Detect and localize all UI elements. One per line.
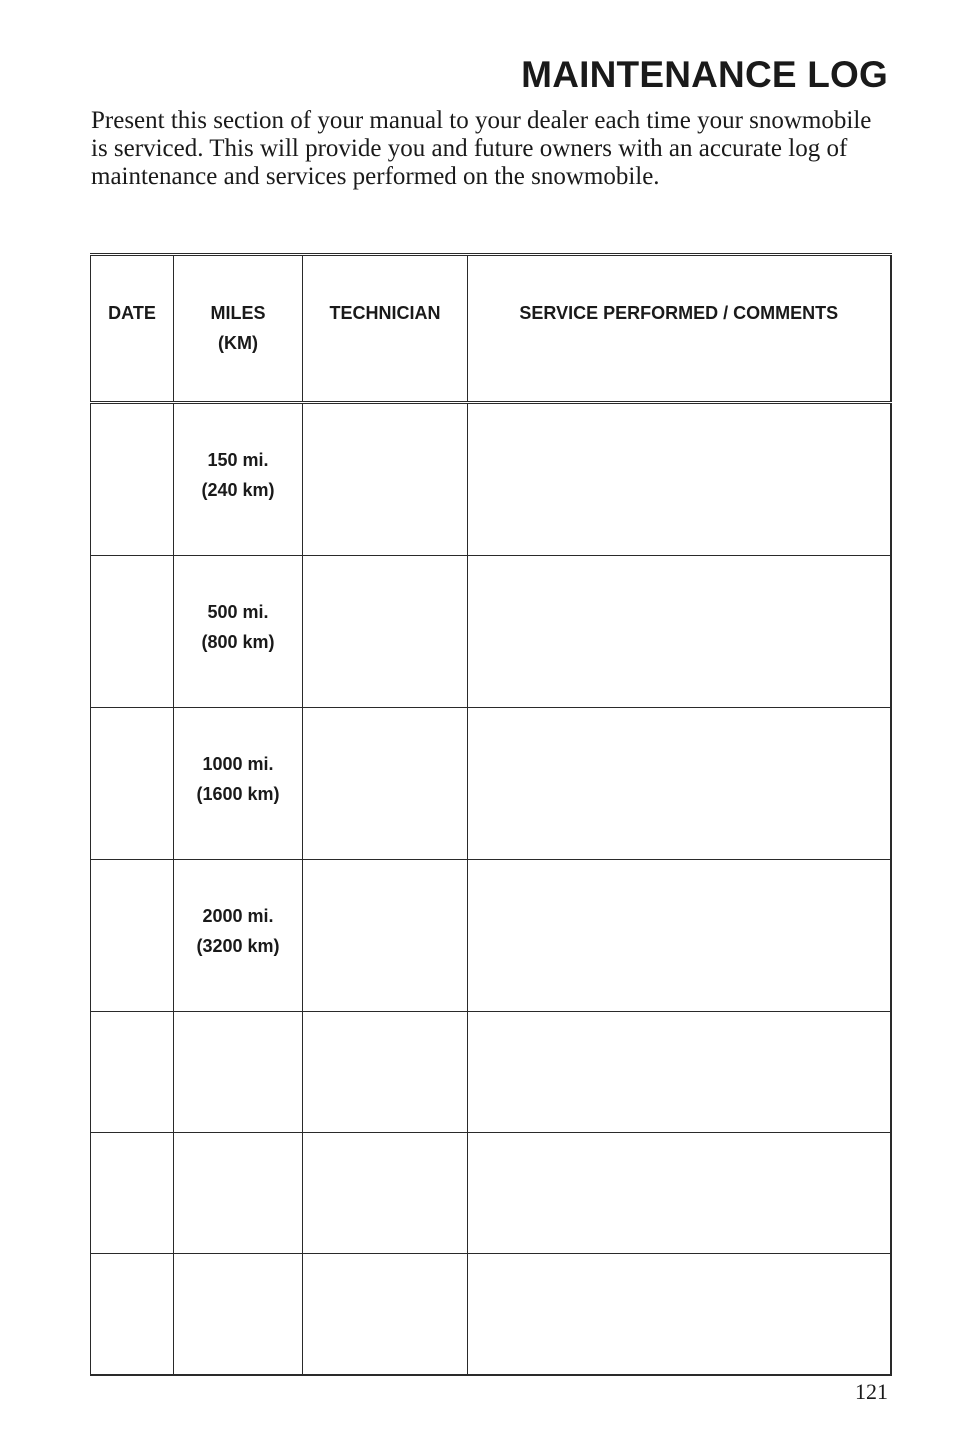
header-service: SERVICE PERFORMED / COMMENTS	[468, 255, 891, 403]
km-value: (800 km)	[201, 632, 275, 652]
date-cell[interactable]	[91, 1133, 174, 1254]
km-value: (240 km)	[201, 480, 275, 500]
header-km-label: (KM)	[218, 333, 258, 353]
km-value: (3200 km)	[196, 936, 280, 956]
technician-cell[interactable]	[303, 403, 468, 556]
miles-value: 2000 mi.	[202, 906, 274, 926]
miles-value: 150 mi.	[207, 450, 269, 470]
page-title: MAINTENANCE LOG	[521, 54, 888, 95]
table-header-row	[91, 255, 891, 403]
miles-cell[interactable]	[174, 1012, 303, 1133]
date-cell[interactable]	[91, 1012, 174, 1133]
miles-cell	[174, 708, 303, 860]
table-row	[91, 403, 891, 556]
technician-cell[interactable]	[303, 860, 468, 1012]
intro-paragraph: Present this section of your manual to your dealer each time your snowmobile is serviced. This will provide you and future owners with an accurate log of maintenance and services performed on the snowmobile.	[91, 107, 872, 190]
miles-cell	[174, 403, 303, 556]
service-cell[interactable]	[468, 708, 891, 860]
table-row	[91, 860, 891, 1012]
maintenance-log-table	[90, 253, 892, 1376]
miles-cell[interactable]	[174, 1133, 303, 1254]
technician-cell[interactable]	[303, 708, 468, 860]
date-cell[interactable]	[91, 860, 174, 1012]
date-cell[interactable]	[91, 1254, 174, 1376]
header-miles-label: MILES	[210, 303, 266, 323]
table-row	[91, 1012, 891, 1133]
service-cell[interactable]	[468, 1012, 891, 1133]
date-cell[interactable]	[91, 403, 174, 556]
miles-value: 500 mi.	[207, 602, 269, 622]
date-cell[interactable]	[91, 708, 174, 860]
technician-cell[interactable]	[303, 556, 468, 708]
km-value: (1600 km)	[196, 784, 280, 804]
miles-cell	[174, 860, 303, 1012]
technician-cell[interactable]	[303, 1254, 468, 1376]
technician-cell[interactable]	[303, 1133, 468, 1254]
miles-cell[interactable]	[174, 1254, 303, 1376]
table-row	[91, 708, 891, 860]
table-row	[91, 1254, 891, 1376]
date-cell[interactable]	[91, 556, 174, 708]
header-miles	[174, 255, 303, 403]
technician-cell[interactable]	[303, 1012, 468, 1133]
table-row	[91, 1133, 891, 1254]
service-cell[interactable]	[468, 556, 891, 708]
table-row	[91, 556, 891, 708]
miles-value: 1000 mi.	[202, 754, 274, 774]
service-cell[interactable]	[468, 1254, 891, 1376]
header-technician: TECHNICIAN	[303, 255, 468, 403]
header-date: DATE	[91, 255, 174, 403]
service-cell[interactable]	[468, 1133, 891, 1254]
service-cell[interactable]	[468, 860, 891, 1012]
miles-cell	[174, 556, 303, 708]
page-number: 121	[855, 1379, 888, 1404]
service-cell[interactable]	[468, 403, 891, 556]
